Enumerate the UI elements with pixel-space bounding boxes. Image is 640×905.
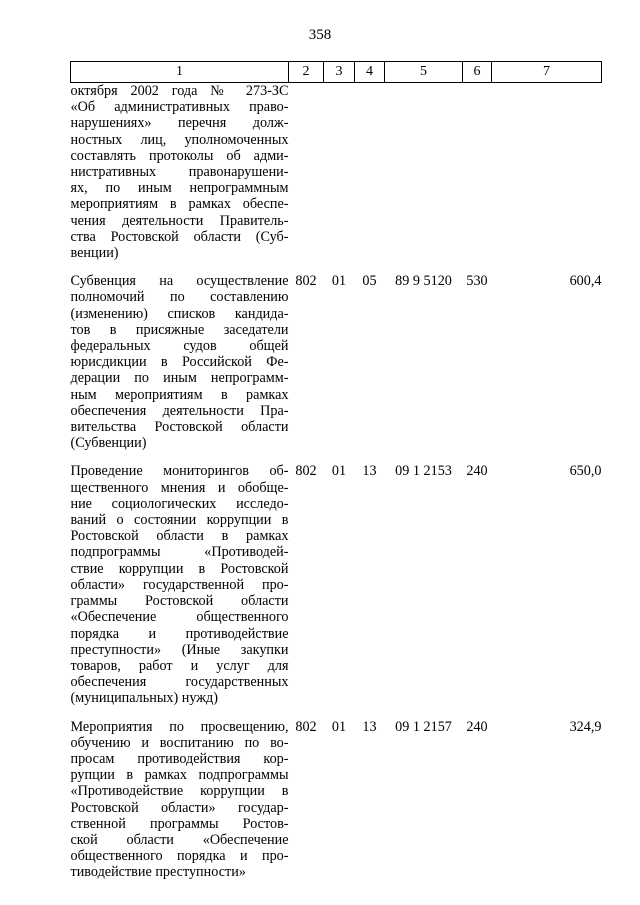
target-article-code: 89 9 5120 bbox=[395, 273, 452, 290]
description-line: обеспечения деятельности Пра- bbox=[70, 402, 289, 419]
expense-type-code bbox=[463, 83, 492, 274]
description-line: ваний о состоянии коррупции в bbox=[70, 512, 289, 529]
description-line: (изменению) списков кандида- bbox=[70, 305, 289, 322]
description-line: (Субвенции) bbox=[70, 435, 147, 452]
ministry-code bbox=[289, 83, 324, 274]
description-line: Проведение мониторингов об- bbox=[70, 463, 289, 480]
subsection-code: 13 bbox=[362, 463, 377, 480]
header-cell: 4 bbox=[355, 62, 385, 83]
amount bbox=[492, 83, 602, 274]
description-line: порядка и противодействие bbox=[70, 625, 289, 642]
subsection-code: 13 bbox=[362, 718, 377, 735]
expense-type-code: 240 bbox=[466, 463, 488, 480]
description-line: «Обеспечение общественного bbox=[70, 609, 289, 626]
header-cell: 1 bbox=[71, 62, 289, 83]
description-line: Ростовской области» государ- bbox=[70, 799, 289, 816]
section-code bbox=[324, 83, 355, 274]
description-line: ственной программы Ростов- bbox=[70, 815, 289, 832]
section-code: 01 bbox=[331, 463, 347, 480]
description-line: нарушениях» перечня долж- bbox=[70, 115, 289, 132]
amount: 650,0 bbox=[569, 463, 602, 480]
table-row bbox=[71, 83, 602, 274]
header-cell: 7 bbox=[492, 62, 602, 83]
page-number: 358 bbox=[308, 27, 332, 43]
description-line: Ростовской области в рамках bbox=[70, 528, 289, 545]
ministry-code: 802 bbox=[295, 463, 317, 480]
description-line: щественного мнения и обобще- bbox=[70, 479, 289, 496]
description-line: юрисдикции в Российской Фе- bbox=[70, 354, 289, 371]
description-line: венции) bbox=[70, 245, 119, 262]
header-cell: 3 bbox=[324, 62, 355, 83]
description-line: Субвенция на осуществление bbox=[70, 273, 289, 290]
description-line: области» государственной про- bbox=[70, 576, 289, 593]
ministry-code: 802 bbox=[295, 273, 317, 290]
description-line: просам противодействия кор- bbox=[70, 750, 289, 767]
description-line: полномочий по составлению bbox=[70, 289, 289, 306]
table-row bbox=[71, 463, 602, 718]
description-line: тиводействие преступности» bbox=[70, 864, 246, 881]
description-line: чения деятельности Правитель- bbox=[70, 212, 289, 229]
description-line: (муниципальных) нужд) bbox=[70, 690, 218, 707]
description-line: ным мероприятиям в рамках bbox=[70, 386, 289, 403]
description-line: нистративных правонарушени- bbox=[70, 164, 289, 181]
description-line: федеральных судов общей bbox=[70, 338, 289, 355]
target-article-code: 09 1 2157 bbox=[395, 718, 452, 735]
description-line: «Противодействие коррупции в bbox=[70, 783, 289, 800]
budget-table bbox=[70, 61, 602, 881]
subsection-code: 05 bbox=[362, 273, 377, 290]
amount: 324,9 bbox=[569, 718, 602, 735]
description-line: рупции в рамках подпрограммы bbox=[70, 767, 289, 784]
row-description bbox=[71, 273, 289, 463]
subsection-code bbox=[355, 83, 385, 274]
expense-type-code: 530 bbox=[466, 273, 488, 290]
description-line: «Об административных право- bbox=[70, 99, 289, 116]
description-line: товаров, работ и услуг для bbox=[70, 657, 289, 674]
description-line: обучению и воспитанию по во- bbox=[70, 734, 289, 751]
description-line: ствие коррупции в Ростовской bbox=[70, 560, 289, 577]
table-header-row bbox=[71, 62, 602, 83]
description-line: вительства Ростовской области bbox=[70, 419, 289, 436]
description-line: ние социологических исследо- bbox=[70, 495, 289, 512]
description-line: октября 2002 года № 273-ЗС bbox=[70, 83, 289, 99]
description-line: ства Ростовской области (Суб- bbox=[70, 228, 289, 245]
description-line: ностных лиц, уполномоченных bbox=[70, 131, 289, 148]
description-line: ской области «Обеспечение bbox=[70, 831, 289, 848]
target-article-code: 09 1 2153 bbox=[395, 463, 452, 480]
description-line: составлять протоколы об адми- bbox=[70, 147, 289, 164]
table-row bbox=[71, 273, 602, 463]
ministry-code: 802 bbox=[295, 718, 317, 735]
row-description bbox=[71, 83, 289, 274]
table-row bbox=[71, 719, 602, 881]
description-line: тов в присяжные заседатели bbox=[70, 321, 289, 338]
description-line: граммы Ростовской области bbox=[70, 593, 289, 610]
description-line: обеспечения государственных bbox=[70, 674, 289, 691]
target-article-code bbox=[385, 83, 463, 274]
section-code: 01 bbox=[331, 273, 347, 290]
row-description bbox=[71, 463, 289, 718]
description-line: преступности» (Иные закупки bbox=[70, 641, 289, 658]
description-line: мероприятиям в рамках обеспе- bbox=[70, 196, 289, 213]
expense-type-code: 240 bbox=[466, 718, 488, 735]
row-description bbox=[71, 719, 289, 881]
section-code: 01 bbox=[331, 718, 347, 735]
description-line: ях, по иным непрограммным bbox=[70, 180, 289, 197]
description-line: дерации по иным непрограмм- bbox=[70, 370, 289, 387]
header-cell: 5 bbox=[385, 62, 463, 83]
header-cell: 2 bbox=[289, 62, 324, 83]
amount: 600,4 bbox=[569, 273, 602, 290]
header-cell: 6 bbox=[463, 62, 492, 83]
description-line: подпрограммы «Противодей- bbox=[70, 544, 289, 561]
description-line: Мероприятия по просвещению, bbox=[70, 718, 289, 735]
description-line: общественного порядка и про- bbox=[70, 848, 289, 865]
